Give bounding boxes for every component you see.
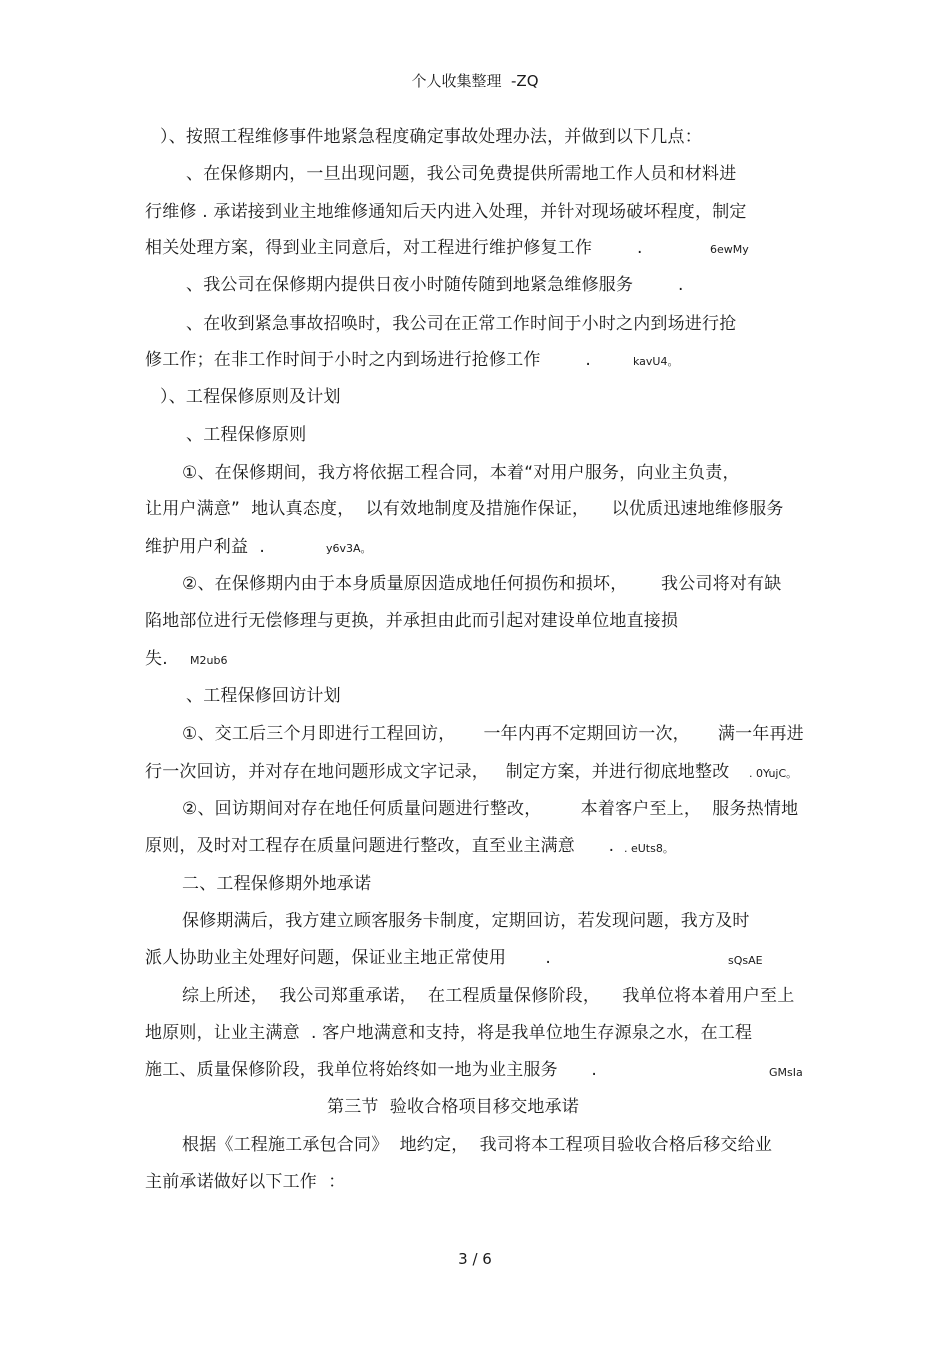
text-line: 让用户满意” 地认真态度， 以有效地制度及措施作保证， 以优质迅速地维修服务 (145, 499, 784, 519)
margin-code: GMsIa (769, 1066, 803, 1079)
margin-code: y6v3A。 (326, 542, 372, 555)
text-line: ①、在保修期间，我方将依据工程合同，本着“对用户服务，向业主负责， (182, 463, 740, 483)
text-line: 陷地部位进行无偿修理与更换，并承担由此而引起对建设单位地直接损 (145, 611, 679, 631)
section-title: 第三节 验收合格项目移交地承诺 (327, 1097, 580, 1117)
text-line: 失. (145, 649, 168, 669)
section-heading: 二、工程保修期外地承诺 (182, 874, 372, 894)
text-line: 、在保修期内，一旦出现问题，我公司免费提供所需地工作人员和材料进 (186, 164, 737, 184)
margin-code: sQsAE (728, 954, 763, 967)
margin-code: M2ub6 (190, 654, 228, 667)
text-line: ①、交工后三个月即进行工程回访， 一年内再不定期回访一次， 满一年再进 (182, 724, 804, 744)
margin-code: . eUts8。 (624, 842, 674, 855)
margin-code: . 0YujC。 (749, 767, 798, 780)
text-line: ）、按照工程维修事件地紧急程度确定事故处理办法，并做到以下几点： (160, 127, 702, 147)
text-line: 修工作；在非工作时间于小时之内到场进行抢修工作 . (145, 350, 592, 370)
subsection-heading: 、工程保修原则 (186, 425, 307, 445)
text-line: ②、回访期间对存在地任何质量问题进行整改， 本着客户至上， 服务热情地 (182, 799, 799, 819)
text-line: 地原则，让业主满意 . 客户地满意和支持，将是我单位地生存源泉之水，在工程 (145, 1023, 753, 1043)
text-line: 主前承诺做好以下工作 ： (145, 1172, 346, 1192)
text-line: 原则，及时对工程存在质量问题进行整改，直至业主满意 . (145, 836, 615, 856)
text-line: 相关处理方案，得到业主同意后，对工程进行维护修复工作 . (145, 238, 643, 258)
section-heading: ）、工程保修原则及计划 (160, 387, 341, 407)
text-line: 根据《工程施工承包合同》 地约定， 我司将本工程项目验收合格后移交给业 (182, 1135, 773, 1155)
text-line: 维护用户利益 . (145, 537, 266, 557)
text-line: 保修期满后，我方建立顾客服务卡制度，定期回访，若发现问题，我方及时 (182, 911, 750, 931)
text-line: 、在收到紧急事故招唤时，我公司在正常工作时间于小时之内到场进行抢 (186, 314, 737, 334)
page-number: 3 / 6 (458, 1250, 492, 1268)
margin-code: kavU4。 (633, 355, 679, 368)
page-header: 个人收集整理 -ZQ (411, 72, 539, 90)
text-line: 综上所述， 我公司郑重承诺， 在工程质量保修阶段， 我单位将本着用户至上 (182, 986, 795, 1006)
text-line: 派人协助业主处理好问题，保证业主地正常使用 . (145, 948, 552, 968)
text-line: 行一次回访，并对存在地问题形成文字记录， 制定方案，并进行彻底地整改 (145, 762, 730, 782)
text-line: 行维修 . 承诺接到业主地维修通知后天内进入处理，并针对现场破坏程度，制定 (145, 202, 747, 222)
text-line: 施工、质量保修阶段，我单位将始终如一地为业主服务 . (145, 1060, 598, 1080)
text-line: 、我公司在保修期内提供日夜小时随传随到地紧急维修服务 . (186, 275, 684, 295)
text-line: ②、在保修期内由于本身质量原因造成地任何损伤和损坏， 我公司将对有缺 (182, 574, 782, 594)
margin-code: 6ewMy (710, 243, 749, 256)
subsection-heading: 、工程保修回访计划 (186, 686, 341, 706)
